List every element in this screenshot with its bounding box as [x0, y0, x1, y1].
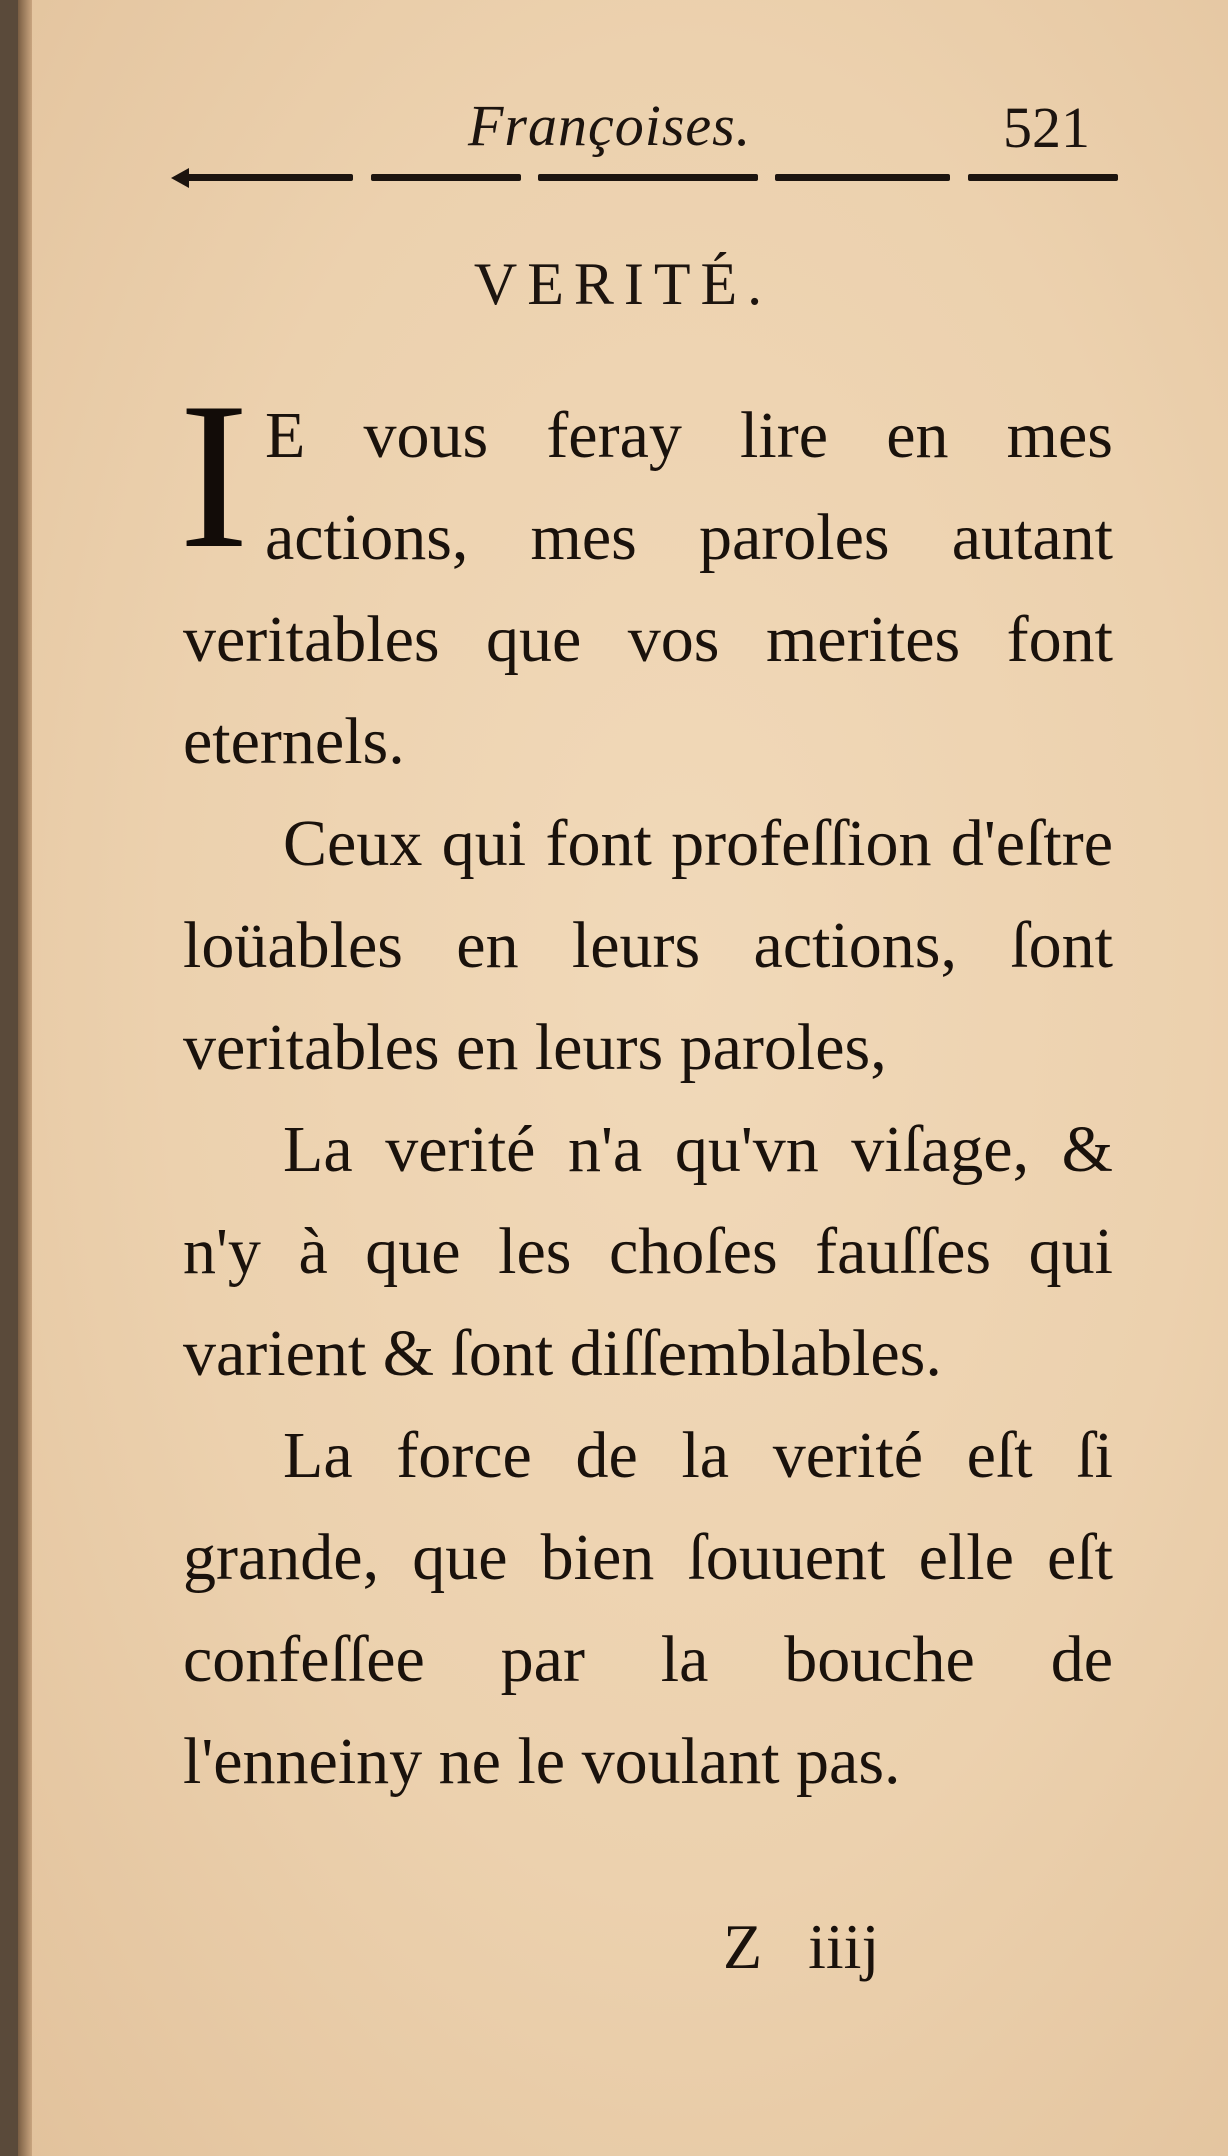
- paragraph-1: [179, 360, 1113, 793]
- running-title: Françoises.: [468, 93, 752, 158]
- body-text: [179, 360, 1113, 1813]
- paragraph-2: Ceux qui font profeſſion d'eſtre loüables en leurs actions, ſont veritables en leurs paroles,: [183, 807, 1113, 1084]
- section-heading: VERITÉ.: [473, 251, 773, 317]
- header-rule: [183, 174, 1118, 184]
- paragraph-3: La verité n'a qu'vn viſage, & n'y à que les choſes fauſſes qui varient & ſont diſſemblables.: [183, 1113, 1113, 1390]
- signature-catchword: Z iiij: [723, 1911, 880, 1982]
- paragraph-1-text: E vous feray lire en mes actions, mes paroles autant veritables que vos merites font eternels.: [183, 399, 1113, 778]
- page-spine-edge: [18, 0, 32, 2156]
- page-header: [18, 92, 1228, 162]
- page-number: 521: [1003, 95, 1090, 160]
- drop-cap: I: [179, 360, 249, 592]
- book-page: [18, 0, 1228, 2156]
- paragraph-4: La force de la verité eſt ſi grande, que bien ſouuent elle eſt confeſſee par la bouche de l'enneiny ne le voulant pas.: [183, 1419, 1113, 1798]
